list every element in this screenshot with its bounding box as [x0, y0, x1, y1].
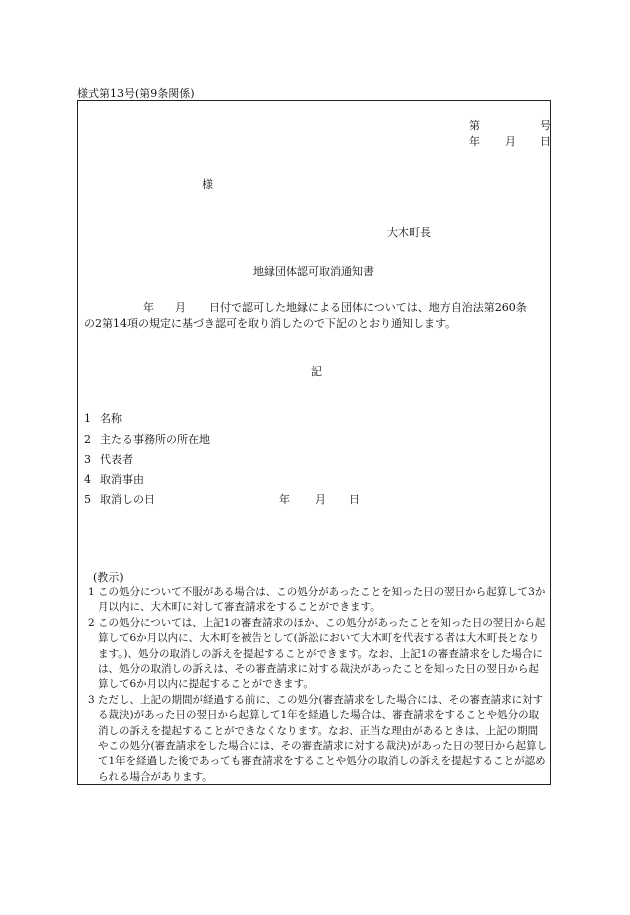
- date-year-label: 年: [469, 135, 480, 148]
- cancel-date-month: 月: [315, 493, 326, 506]
- date-month-label: 月: [505, 135, 516, 148]
- date-day-label: 日: [540, 135, 551, 148]
- body-month-label: 月: [175, 301, 186, 314]
- note-item: 2 この処分については、上記1の審査請求のほか、この処分があったことを知った日の翌日から起算して6か月以内に、大木町を被告として(訴訟において大木町を代表する者は大木町長となります。)、処分の取消しの訴えを提起することができます。なお、上記1の審査請求をした場合には、処分の取消しの訴えは、その審査請求に対する裁決があったことを知った日の翌日から起算して6か月以内に提起することができます。: [88, 616, 546, 691]
- notes-section: [83, 585, 548, 785]
- doc-number-suffix: 号: [540, 119, 551, 132]
- item-cancel-reason: 4 取消事由: [84, 473, 144, 486]
- document-title: 地縁団体認可取消通知書: [253, 265, 374, 278]
- sender-name: 大木町長: [387, 226, 431, 239]
- body-year-label: 年: [143, 301, 154, 314]
- item-cancel-date: 5 取消しの日: [84, 493, 155, 506]
- doc-number-prefix: 第: [469, 119, 480, 132]
- note-item: 3 ただし、上記の期間が経過する前に、この処分(審査請求をした場合には、その審査請求に対する裁決)があった日の翌日から起算して1年を経過した場合は、審査請求をすることや処分の取消しの訴えを提起することができなくなります。なお、正当な理由があるときは、上記の期間やこの処分(審査請求をした場合には、その審査請求に対する裁決)があった日の翌日から起算して1年を経過した後であっても審査請求をすることや処分の取消しの訴えを提起することが認められる場合があります。: [88, 693, 548, 783]
- body-line-2: の2第14項の規定に基づき認可を取り消したので下記のとおり通知します。: [84, 317, 457, 330]
- item-name: 1 名称: [84, 412, 122, 425]
- note-item: 1 この処分について不服がある場合は、この処分があったことを知った日の翌日から起算して3か月以内に、大木町に対して審査請求をすることができます。: [88, 586, 546, 614]
- item-representative: 3 代表者: [84, 453, 133, 466]
- addressee-suffix: 様: [202, 178, 213, 191]
- cancel-date-year: 年: [279, 493, 290, 506]
- notes-heading: (教示): [93, 571, 124, 584]
- body-line-1: 日付で認可した地縁による団体については、地方自治法第260条: [209, 301, 527, 314]
- cancel-date-day: 日: [349, 493, 360, 506]
- form-number-label: 様式第13号(第9条関係): [77, 87, 195, 100]
- item-office-address: 2 主たる事務所の所在地: [84, 433, 210, 446]
- ki-heading: 記: [311, 365, 322, 378]
